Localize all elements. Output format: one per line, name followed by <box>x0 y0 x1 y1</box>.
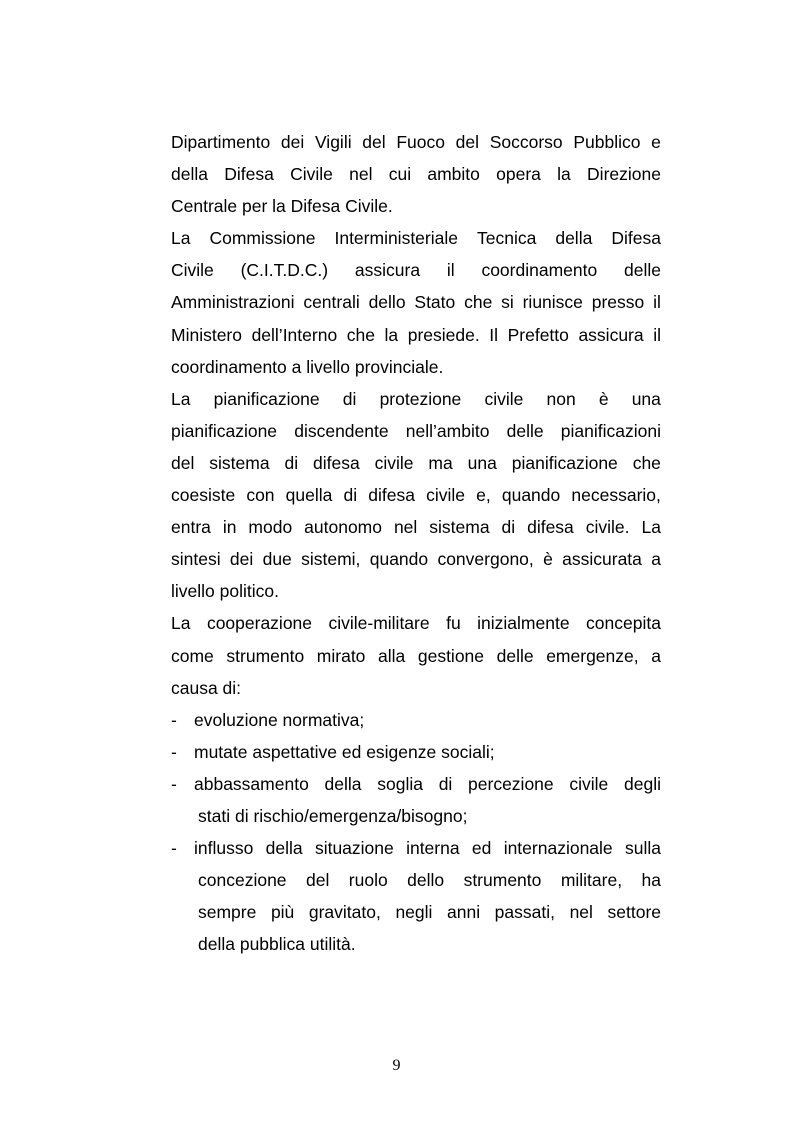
word: cui <box>388 164 412 185</box>
word: del <box>362 132 386 152</box>
word: ha <box>641 870 661 891</box>
word: civile <box>569 773 609 794</box>
word: più <box>270 902 295 923</box>
list-item <box>171 832 661 864</box>
word: difesa <box>313 452 360 473</box>
word: pianificazione <box>171 420 278 441</box>
word: centrali <box>303 292 360 313</box>
word: del <box>171 452 195 473</box>
word: Fuoco <box>396 132 445 152</box>
text-line <box>171 640 661 672</box>
word: una <box>467 452 497 473</box>
word: Difesa <box>611 228 661 249</box>
word: delle <box>496 645 534 666</box>
word: Difesa <box>224 164 274 185</box>
word: con <box>246 485 275 506</box>
list-marker: - <box>171 773 177 794</box>
word: è <box>543 549 553 570</box>
word: il <box>653 292 661 313</box>
text-line <box>171 319 661 351</box>
word: la <box>557 164 571 185</box>
word: percezione <box>468 773 554 794</box>
text-line <box>171 447 661 479</box>
word: Commissione <box>209 228 316 249</box>
word: abbassamento <box>194 773 309 794</box>
list-item-continuation: stati di rischio/emergenza/bisogno; <box>198 805 468 826</box>
word: ed <box>471 838 492 859</box>
word: ma <box>428 452 453 473</box>
text-line <box>171 222 661 254</box>
word: di <box>501 517 516 538</box>
word: nell’ambito <box>405 420 490 441</box>
word: emergenze, <box>546 645 639 666</box>
word: sulla <box>624 838 661 859</box>
word: civile-militare <box>328 613 430 634</box>
word: sistema <box>429 517 490 538</box>
word: civile <box>426 485 465 506</box>
word: dei <box>229 549 254 570</box>
text-line <box>171 158 661 190</box>
text-line: livello politico. <box>171 581 279 602</box>
word: e, <box>476 485 491 506</box>
word: Stato <box>414 292 456 313</box>
word: Il <box>489 324 499 345</box>
word: che <box>464 292 493 313</box>
word: quella <box>285 485 333 506</box>
word: passati, <box>494 902 555 923</box>
word: fu <box>446 613 461 634</box>
list-item <box>171 736 661 768</box>
word: interna <box>406 838 460 859</box>
word: del <box>305 870 330 891</box>
list-marker: - <box>171 741 177 762</box>
word: è <box>598 388 609 409</box>
word: Vigili <box>314 132 352 152</box>
word: di <box>438 773 453 794</box>
word: opera <box>496 164 541 185</box>
word: situazione <box>314 838 394 859</box>
word: La <box>171 228 191 249</box>
word: dei <box>280 132 305 152</box>
word: strumento <box>463 870 542 891</box>
text-line <box>171 607 661 639</box>
word: della <box>555 228 593 249</box>
word: la <box>384 324 399 345</box>
word: come <box>171 645 214 666</box>
text-line <box>171 383 661 415</box>
text-line <box>171 286 661 318</box>
word: anni <box>447 902 481 923</box>
word: coesiste <box>171 485 236 506</box>
word: autonomo <box>304 517 382 538</box>
list-item-text: evoluzione normativa; <box>194 709 365 730</box>
word: a <box>651 549 661 570</box>
word: Tecnica <box>477 228 537 249</box>
word: presiede. <box>407 324 480 345</box>
word: necessario, <box>571 485 661 506</box>
word: si <box>501 292 514 313</box>
word: della <box>324 773 362 794</box>
word: che <box>346 324 375 345</box>
word: gravitato, <box>308 902 381 923</box>
word: sistema <box>209 452 270 473</box>
word: influsso <box>194 838 254 859</box>
word: presso <box>591 292 645 313</box>
text-line: Centrale per la Difesa Civile. <box>171 196 393 217</box>
word: alla <box>378 645 406 666</box>
word: assicura <box>578 324 644 345</box>
word: strumento <box>226 645 305 666</box>
word: della <box>171 164 208 185</box>
word: cooperazione <box>206 613 313 634</box>
word: delle <box>506 420 544 441</box>
text-line <box>171 126 661 158</box>
text-line <box>171 415 661 447</box>
word: di <box>343 485 358 506</box>
word: il <box>446 260 455 281</box>
word: dello <box>368 292 406 313</box>
word: Direzione <box>587 164 661 185</box>
word: nel <box>349 164 373 185</box>
list-item-text <box>194 832 661 864</box>
word: e <box>651 132 661 152</box>
text-line <box>171 479 661 511</box>
list-item <box>171 704 661 736</box>
word: assicura <box>354 260 421 281</box>
text-line: causa di: <box>171 677 242 698</box>
word: La <box>641 517 661 538</box>
list-marker: - <box>171 838 177 859</box>
word: riunisce <box>522 292 583 313</box>
word: che <box>632 452 661 473</box>
word: discendente <box>294 420 389 441</box>
word: La <box>171 613 191 634</box>
word: civile. <box>585 517 630 538</box>
word: sintesi <box>171 549 221 570</box>
word: delle <box>624 260 661 281</box>
word: Soccorso <box>489 132 563 152</box>
word: Dipartimento <box>171 132 271 152</box>
list-item-text: mutate aspettative ed esigenze sociali; <box>194 741 495 762</box>
word: negli <box>395 902 433 923</box>
word: protezione <box>379 388 462 409</box>
word: sistemi, <box>301 549 361 570</box>
word: soglia <box>377 773 423 794</box>
text-line <box>171 543 661 575</box>
word: (C.I.T.D.C.) <box>240 260 329 281</box>
word: convergono, <box>437 549 534 570</box>
word: in <box>222 517 237 538</box>
text-line <box>171 511 661 543</box>
word: difesa <box>368 485 415 506</box>
word: civile <box>374 452 414 473</box>
word: sempre <box>198 902 257 923</box>
word: La <box>171 388 191 409</box>
list-item-continuation <box>171 896 661 928</box>
word: due <box>262 549 292 570</box>
word: Amministrazioni <box>171 292 295 313</box>
word: Ministero <box>171 324 242 345</box>
word: militare, <box>560 870 623 891</box>
word: coordinamento <box>481 260 598 281</box>
word: una <box>631 388 661 409</box>
word: concezione <box>198 870 287 891</box>
word: assicurata <box>562 549 642 570</box>
word: pianificazione <box>213 388 320 409</box>
list-item <box>171 768 661 800</box>
word: settore <box>607 902 661 923</box>
word: Interministeriale <box>334 228 458 249</box>
word: a <box>651 645 661 666</box>
text-line <box>171 254 661 286</box>
word: difesa <box>527 517 574 538</box>
word: gestione <box>417 645 485 666</box>
word: Prefetto <box>507 324 569 345</box>
word: quando <box>369 549 429 570</box>
list-item-continuation <box>171 864 661 896</box>
body-text <box>171 126 661 960</box>
word: ruolo <box>348 870 388 891</box>
word: Civile <box>290 164 333 185</box>
word: entra <box>171 517 211 538</box>
word: inizialmente <box>477 613 570 634</box>
word: pianificazioni <box>560 420 661 441</box>
word: della <box>265 838 303 859</box>
list-item-continuation: della pubblica utilità. <box>198 934 356 955</box>
word: nel <box>393 517 418 538</box>
word: nel <box>569 902 593 923</box>
word: internazionale <box>503 838 613 859</box>
word: non <box>546 388 576 409</box>
word: ambito <box>427 164 480 185</box>
page-number: 9 <box>392 1057 401 1074</box>
word: dello <box>407 870 445 891</box>
word: civile <box>484 388 524 409</box>
list-item-text <box>194 768 661 800</box>
word: concepita <box>586 613 661 634</box>
word: degli <box>624 773 661 794</box>
word: Pubblico <box>573 132 641 152</box>
word: il <box>653 324 661 345</box>
word: quando <box>501 485 561 506</box>
word: di <box>284 452 299 473</box>
word: mirato <box>316 645 366 666</box>
word: Civile <box>171 260 214 281</box>
word: pianificazione <box>511 452 618 473</box>
word: modo <box>248 517 293 538</box>
list-marker: - <box>171 709 177 730</box>
word: dell’Interno <box>251 324 338 345</box>
word: di <box>342 388 357 409</box>
word: del <box>455 132 480 152</box>
text-line: coordinamento a livello provinciale. <box>171 356 444 377</box>
